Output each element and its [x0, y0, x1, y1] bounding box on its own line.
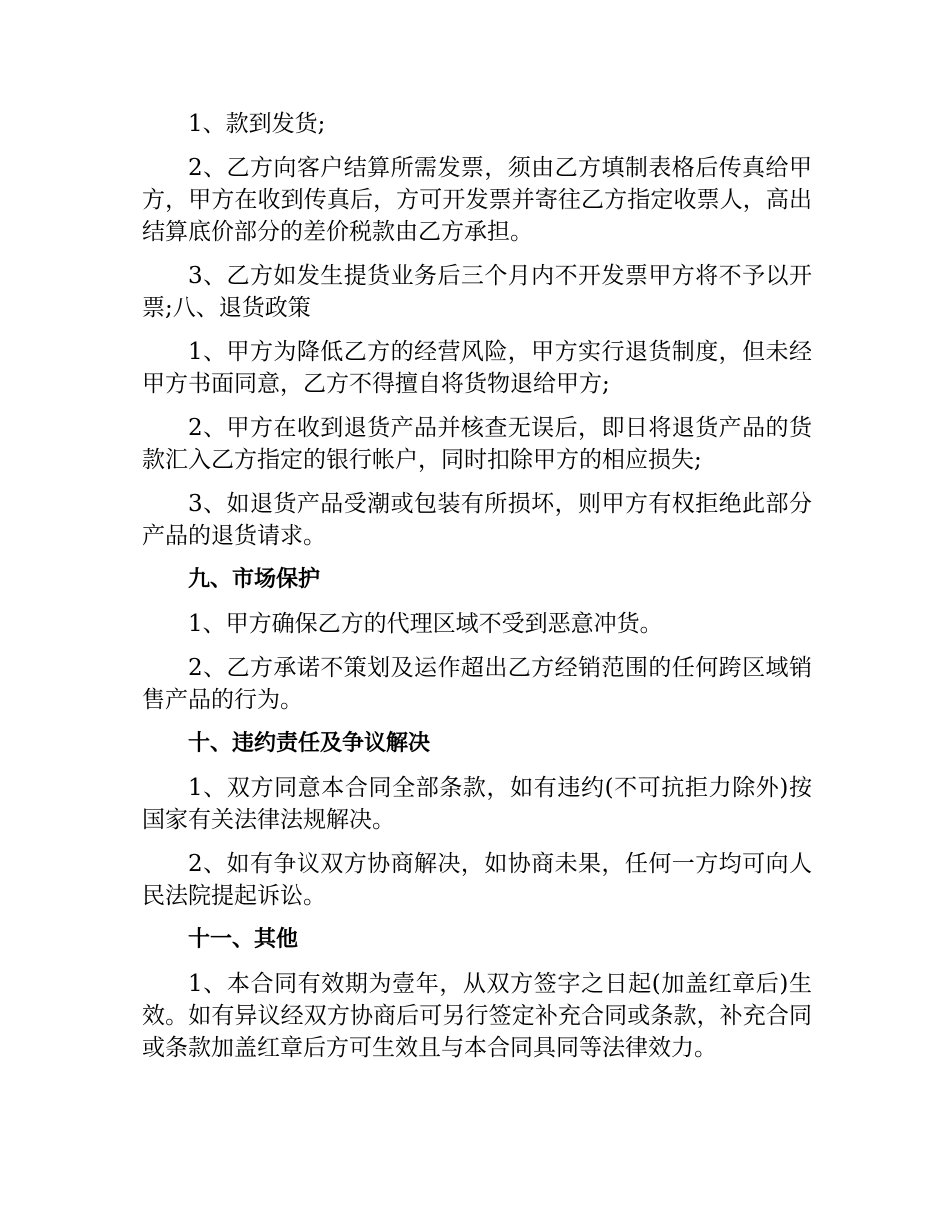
heading-liability: 十、违约责任及争议解决	[188, 731, 431, 756]
para-return-3: 3、如退货产品受潮或包装有所损坏，则甲方有权拒绝此部分产品的退货请求。	[142, 491, 812, 549]
para-return-1: 1、甲方为降低乙方的经营风险，甲方实行退货制度，但未经甲方书面同意，乙方不得擅自将货物退给甲方;	[142, 339, 812, 397]
para-market-2: 2、乙方承诺不策划及运作超出乙方经销范围的任何跨区域销售产品的行为。	[142, 655, 812, 713]
heading-market-protection: 九、市场保护	[188, 567, 321, 592]
para-return-2: 2、甲方在收到退货产品并核查无误后，即日将退货产品的货款汇入乙方指定的银行帐户，同时扣除甲方的相应损失;	[142, 415, 812, 473]
heading-other: 十一、其他	[188, 927, 299, 952]
para-market-1: 1、甲方确保乙方的代理区域不受到恶意冲货。	[188, 611, 663, 637]
para-payment-1: 1、款到发货;	[188, 111, 326, 137]
para-payment-2: 2、乙方向客户结算所需发票，须由乙方填制表格后传真给甲方，甲方在收到传真后，方可开发票并寄往乙方指定收票人，高出结算底价部分的差价税款由乙方承担。	[142, 155, 812, 245]
para-other-1: 1、本合同有效期为壹年，从双方签字之日起(加盖红章后)生效。如有异议经双方协商后可另行签定补充合同或条款，补充合同或条款加盖红章后方可生效且与本合同具同等法律效力。	[142, 971, 812, 1061]
document-page	[142, 108, 812, 1076]
para-liability-1: 1、双方同意本合同全部条款，如有违约(不可抗拒力除外)按国家有关法律法规解决。	[142, 775, 812, 833]
para-payment-3: 3、乙方如发生提货业务后三个月内不开发票甲方将不予以开票;八、退货政策	[142, 263, 812, 321]
para-liability-2: 2、如有争议双方协商解决，如协商未果，任何一方均可向人民法院提起诉讼。	[142, 851, 812, 909]
